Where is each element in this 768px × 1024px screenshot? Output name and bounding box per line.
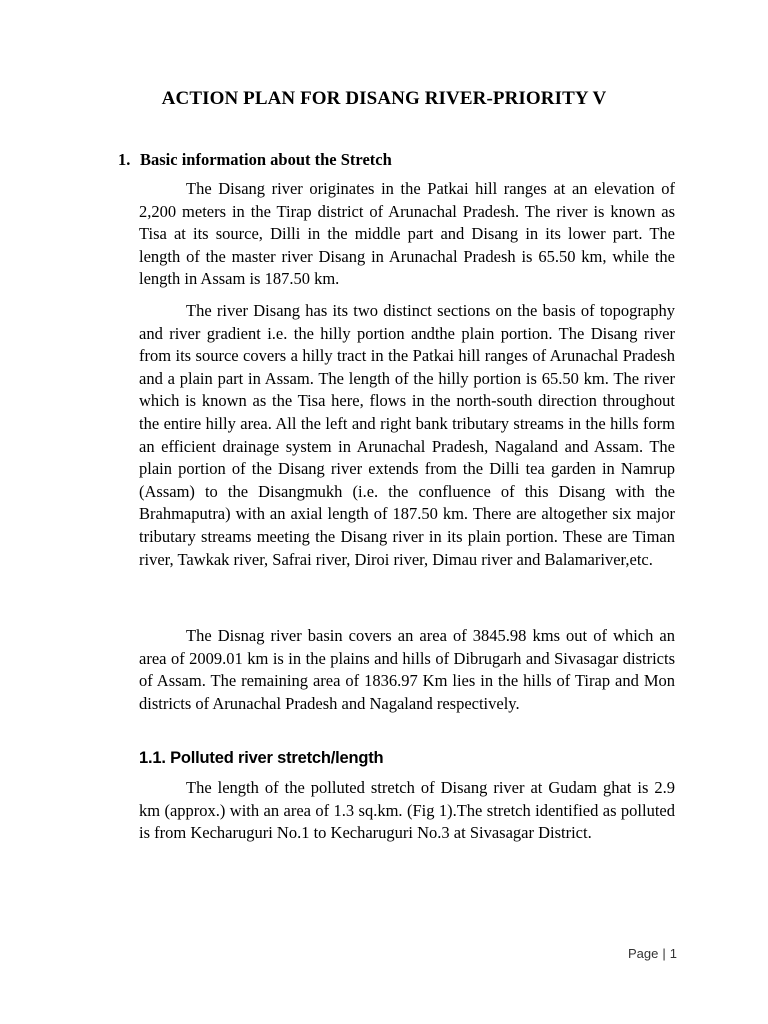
page-title: ACTION PLAN FOR DISANG RIVER-PRIORITY V (161, 88, 607, 109)
paragraph-basin-area: The Disnag river basin covers an area of 3845.98 kms out of which an area of 2009.01 km is in the plains and hills of Dibrugarh and Sivasagar districts of Assam. The remaining area of 1836.97 Km lies in the hills of Tirap and Mon districts of Arunachal Pradesh and Nagaland respectively. (139, 626, 675, 713)
section-number: 1. (118, 150, 131, 169)
subsection-heading: 1.1. Polluted river stretch/length (139, 749, 384, 767)
page-label: Page (628, 946, 659, 961)
paragraph-sections: The river Disang has its two distinct sections on the basis of topography and river gradient i.e. the hilly portion andthe plain portion. The Disang river from its source covers a hilly tract in the Patkai hill ranges of Arunachal Pradesh and a plain part in Assam. The length of the hilly portion is 65.50 km. The river which is known as the Tisa here, flows in the north-south direction throughout the entire hilly area. All the left and right bank tributary streams in the hills form an efficient drainage system in Arunachal Pradesh, Nagaland and Assam. The plain portion of the Disang river extends from the Dilli tea garden in Namrup (Assam) to the Disangmukh (i.e. the confluence of this Disang with the Brahmaputra) with an axial length of 187.50 km. There are altogether six major tributary streams meeting the Disang river in its plain portion. These are Timan river, Tawkak river, Safrai river, Diroi river, Dimau river and Balamariver,etc. (139, 301, 675, 569)
page-number: 1 (669, 946, 677, 961)
page-separator: | (662, 946, 666, 961)
section-heading (118, 150, 392, 170)
page-footer (628, 946, 677, 961)
section-heading-text: Basic information about the Stretch (140, 150, 392, 169)
paragraph-polluted-stretch: The length of the polluted stretch of Disang river at Gudam ghat is 2.9 km (approx.) with an area of 1.3 sq.km. (Fig 1).The stretch identified as polluted is from Kecharuguri No.1 to Kecharuguri No.3 at Sivasagar District. (139, 778, 675, 843)
paragraph-origin: The Disang river originates in the Patkai hill ranges at an elevation of 2,200 meters in the Tirap district of Arunachal Pradesh. The river is known as Tisa at its source, Dilli in the middle part and Disang in its lower part. The length of the master river Disang in Arunachal Pradesh is 65.50 km, while the length in Assam is 187.50 km. (139, 179, 675, 289)
